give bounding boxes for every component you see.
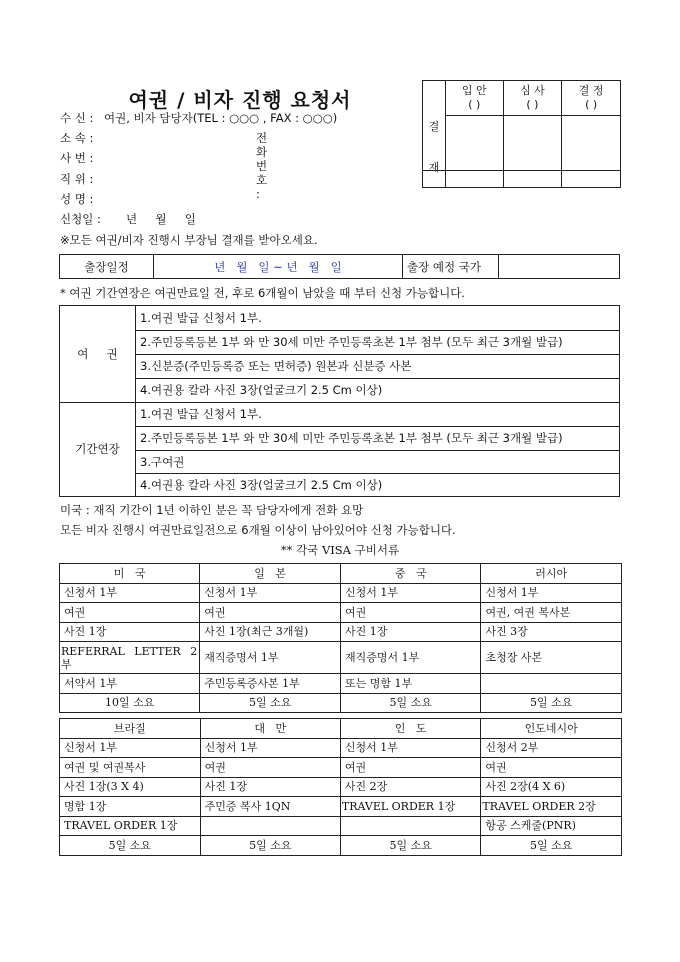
doc-cell: 여권 [60, 603, 200, 623]
requirement: 3.신분증(주민등록증 또는 면허증) 원본과 신분증 사본 [136, 354, 620, 378]
requirement: 4.여권용 칼라 사진 3장(얼굴크기 2.5 Cm 이상) [136, 378, 620, 402]
doc-cell: 신청서 1부 [60, 583, 200, 603]
doc-cell: 사진 1장(최근 3개월) [200, 622, 341, 642]
country-header: 인도네시아 [481, 719, 622, 739]
notice: ※모든 여권/비자 진행시 부장님 결재를 받아오세요. [60, 233, 318, 247]
approval-decision: 결 정 ( ) [562, 81, 621, 116]
doc-cell: 항공 스케줄(PNR) [481, 816, 622, 836]
requirement: 2.주민등록등본 1부 와 만 30세 미만 주민등록초본 1부 첨부 (모두 최근 3개월 발급) [136, 330, 620, 354]
visa-table-2 [59, 718, 622, 856]
doc-cell: 사진 1장 [60, 622, 200, 642]
doc-cell: 사진 2장(4 X 6) [481, 777, 622, 797]
doc-cell: 신청서 1부 [340, 738, 481, 758]
passport-table [59, 305, 620, 497]
date-box[interactable] [445, 171, 503, 188]
sign-box[interactable] [562, 116, 621, 171]
doc-cell: TRAVEL ORDER 1장 [340, 797, 481, 817]
visa-table-1 [59, 563, 622, 713]
approval-label-top: 결 [423, 81, 446, 171]
doc-cell: 여권, 여권 복사본 [481, 603, 622, 623]
doc-cell: 사진 1장(3 X 4) [60, 777, 201, 797]
doc-cell: 여권 [200, 603, 341, 623]
visa-note: 모든 비자 진행시 여권만료일전으로 6개월 이상이 남아있어야 신청 가능합니다. [60, 523, 456, 537]
category-renewal: 기간연장 [60, 402, 136, 496]
passport-note: * 여권 기간연장은 여권만료일 전, 후로 6개월이 남았을 때 부터 신청 가능합니다. [60, 286, 465, 300]
schedule-table [59, 254, 620, 279]
requirement: 1.여권 발급 신청서 1부. [136, 306, 620, 331]
doc-cell: 신청서 1부 [341, 583, 481, 603]
duration-cell: 5일 소요 [200, 836, 340, 856]
requirement: 4.여권용 칼라 사진 3장(얼굴크기 2.5 Cm 이상) [136, 473, 620, 496]
doc-cell: 주민증 복사 1QN [200, 797, 340, 817]
doc-cell: 재직증명서 1부 [341, 642, 481, 674]
country-header: 인 도 [340, 719, 481, 739]
approval-box [422, 80, 621, 188]
requirement: 3.구여권 [136, 450, 620, 473]
requirement: 2.주민등록등본 1부 와 만 30세 미만 주민등록초본 1부 첨부 (모두 최근 3개월 발급) [136, 426, 620, 450]
page-title: 여권 / 비자 진행 요청서 [128, 88, 352, 112]
duration-cell: 5일 소요 [341, 693, 481, 713]
info-position[interactable]: 직 위 : [60, 172, 94, 186]
doc-cell: 재직증명서 1부 [200, 642, 341, 674]
doc-cell: TRAVEL ORDER 1장 [60, 816, 201, 836]
doc-cell: 여권 [340, 758, 481, 778]
info-date[interactable]: 신청일 : 년 월 일 [60, 212, 196, 226]
date-box[interactable] [503, 171, 562, 188]
doc-cell: TRAVEL ORDER 2장 [481, 797, 622, 817]
category-passport: 여 권 [60, 306, 136, 403]
doc-cell: 여권 [481, 758, 622, 778]
doc-cell: 주민등록증사본 1부 [200, 674, 341, 694]
doc-cell: 사진 1장 [341, 622, 481, 642]
country-value[interactable] [499, 255, 620, 279]
doc-cell [340, 816, 481, 836]
info-recipient: 수 신 : 여권, 비자 담당자(TEL : ○○○ , FAX : ○○○) [60, 111, 338, 125]
sign-box[interactable] [445, 116, 503, 171]
doc-cell: 초청장 사본 [481, 642, 622, 674]
doc-cell: 명함 1장 [60, 797, 201, 817]
approval-label-bottom: 재 [423, 159, 446, 176]
duration-cell: 5일 소요 [481, 836, 622, 856]
duration-cell: 10일 소요 [60, 693, 200, 713]
schedule-label: 출장일정 [60, 255, 154, 279]
us-note: 미국 : 재직 기간이 1년 이하인 분은 꼭 담당자에게 전화 요망 [60, 503, 364, 517]
country-header: 일 본 [200, 564, 341, 584]
approval-draft: 입 안 ( ) [445, 81, 503, 116]
country-header: 대 만 [200, 719, 340, 739]
duration-cell: 5일 소요 [200, 693, 341, 713]
doc-cell: 사진 2장 [340, 777, 481, 797]
sign-box[interactable] [503, 116, 562, 171]
doc-cell: 신청서 1부 [200, 738, 340, 758]
duration-cell: 5일 소요 [481, 693, 622, 713]
approval-review: 심 사 ( ) [503, 81, 562, 116]
schedule-period[interactable]: 년 월 일 ~ 년 월 일 [154, 255, 403, 279]
country-header: 중 국 [341, 564, 481, 584]
doc-cell: 사진 1장 [200, 777, 340, 797]
country-label: 출장 예정 국가 [403, 255, 499, 279]
doc-cell [481, 674, 622, 694]
doc-cell: 신청서 1부 [481, 583, 622, 603]
doc-cell: REFERRAL LETTER 2부 [60, 642, 200, 674]
doc-cell [200, 816, 340, 836]
doc-cell: 신청서 1부 [60, 738, 201, 758]
requirement: 1.여권 발급 신청서 1부. [136, 402, 620, 426]
doc-cell: 사진 3장 [481, 622, 622, 642]
date-box[interactable] [562, 171, 621, 188]
country-header: 미 국 [60, 564, 200, 584]
country-header: 러시아 [481, 564, 622, 584]
doc-cell: 여권 [200, 758, 340, 778]
doc-cell: 서약서 1부 [60, 674, 200, 694]
doc-cell: 신청서 2부 [481, 738, 622, 758]
duration-cell: 5일 소요 [340, 836, 481, 856]
doc-cell: 여권 및 여권복사 [60, 758, 201, 778]
info-department[interactable]: 소 속 : 전화번호 : [60, 131, 268, 201]
doc-cell: 여권 [341, 603, 481, 623]
doc-cell: 또는 명함 1부 [341, 674, 481, 694]
info-name[interactable]: 성 명 : [60, 192, 94, 206]
info-employee-id[interactable]: 사 번 : [60, 151, 94, 165]
visa-heading: ** 각국 VISA 구비서류 [280, 543, 400, 557]
doc-cell: 신청서 1부 [200, 583, 341, 603]
country-header: 브라질 [60, 719, 201, 739]
duration-cell: 5일 소요 [60, 836, 201, 856]
